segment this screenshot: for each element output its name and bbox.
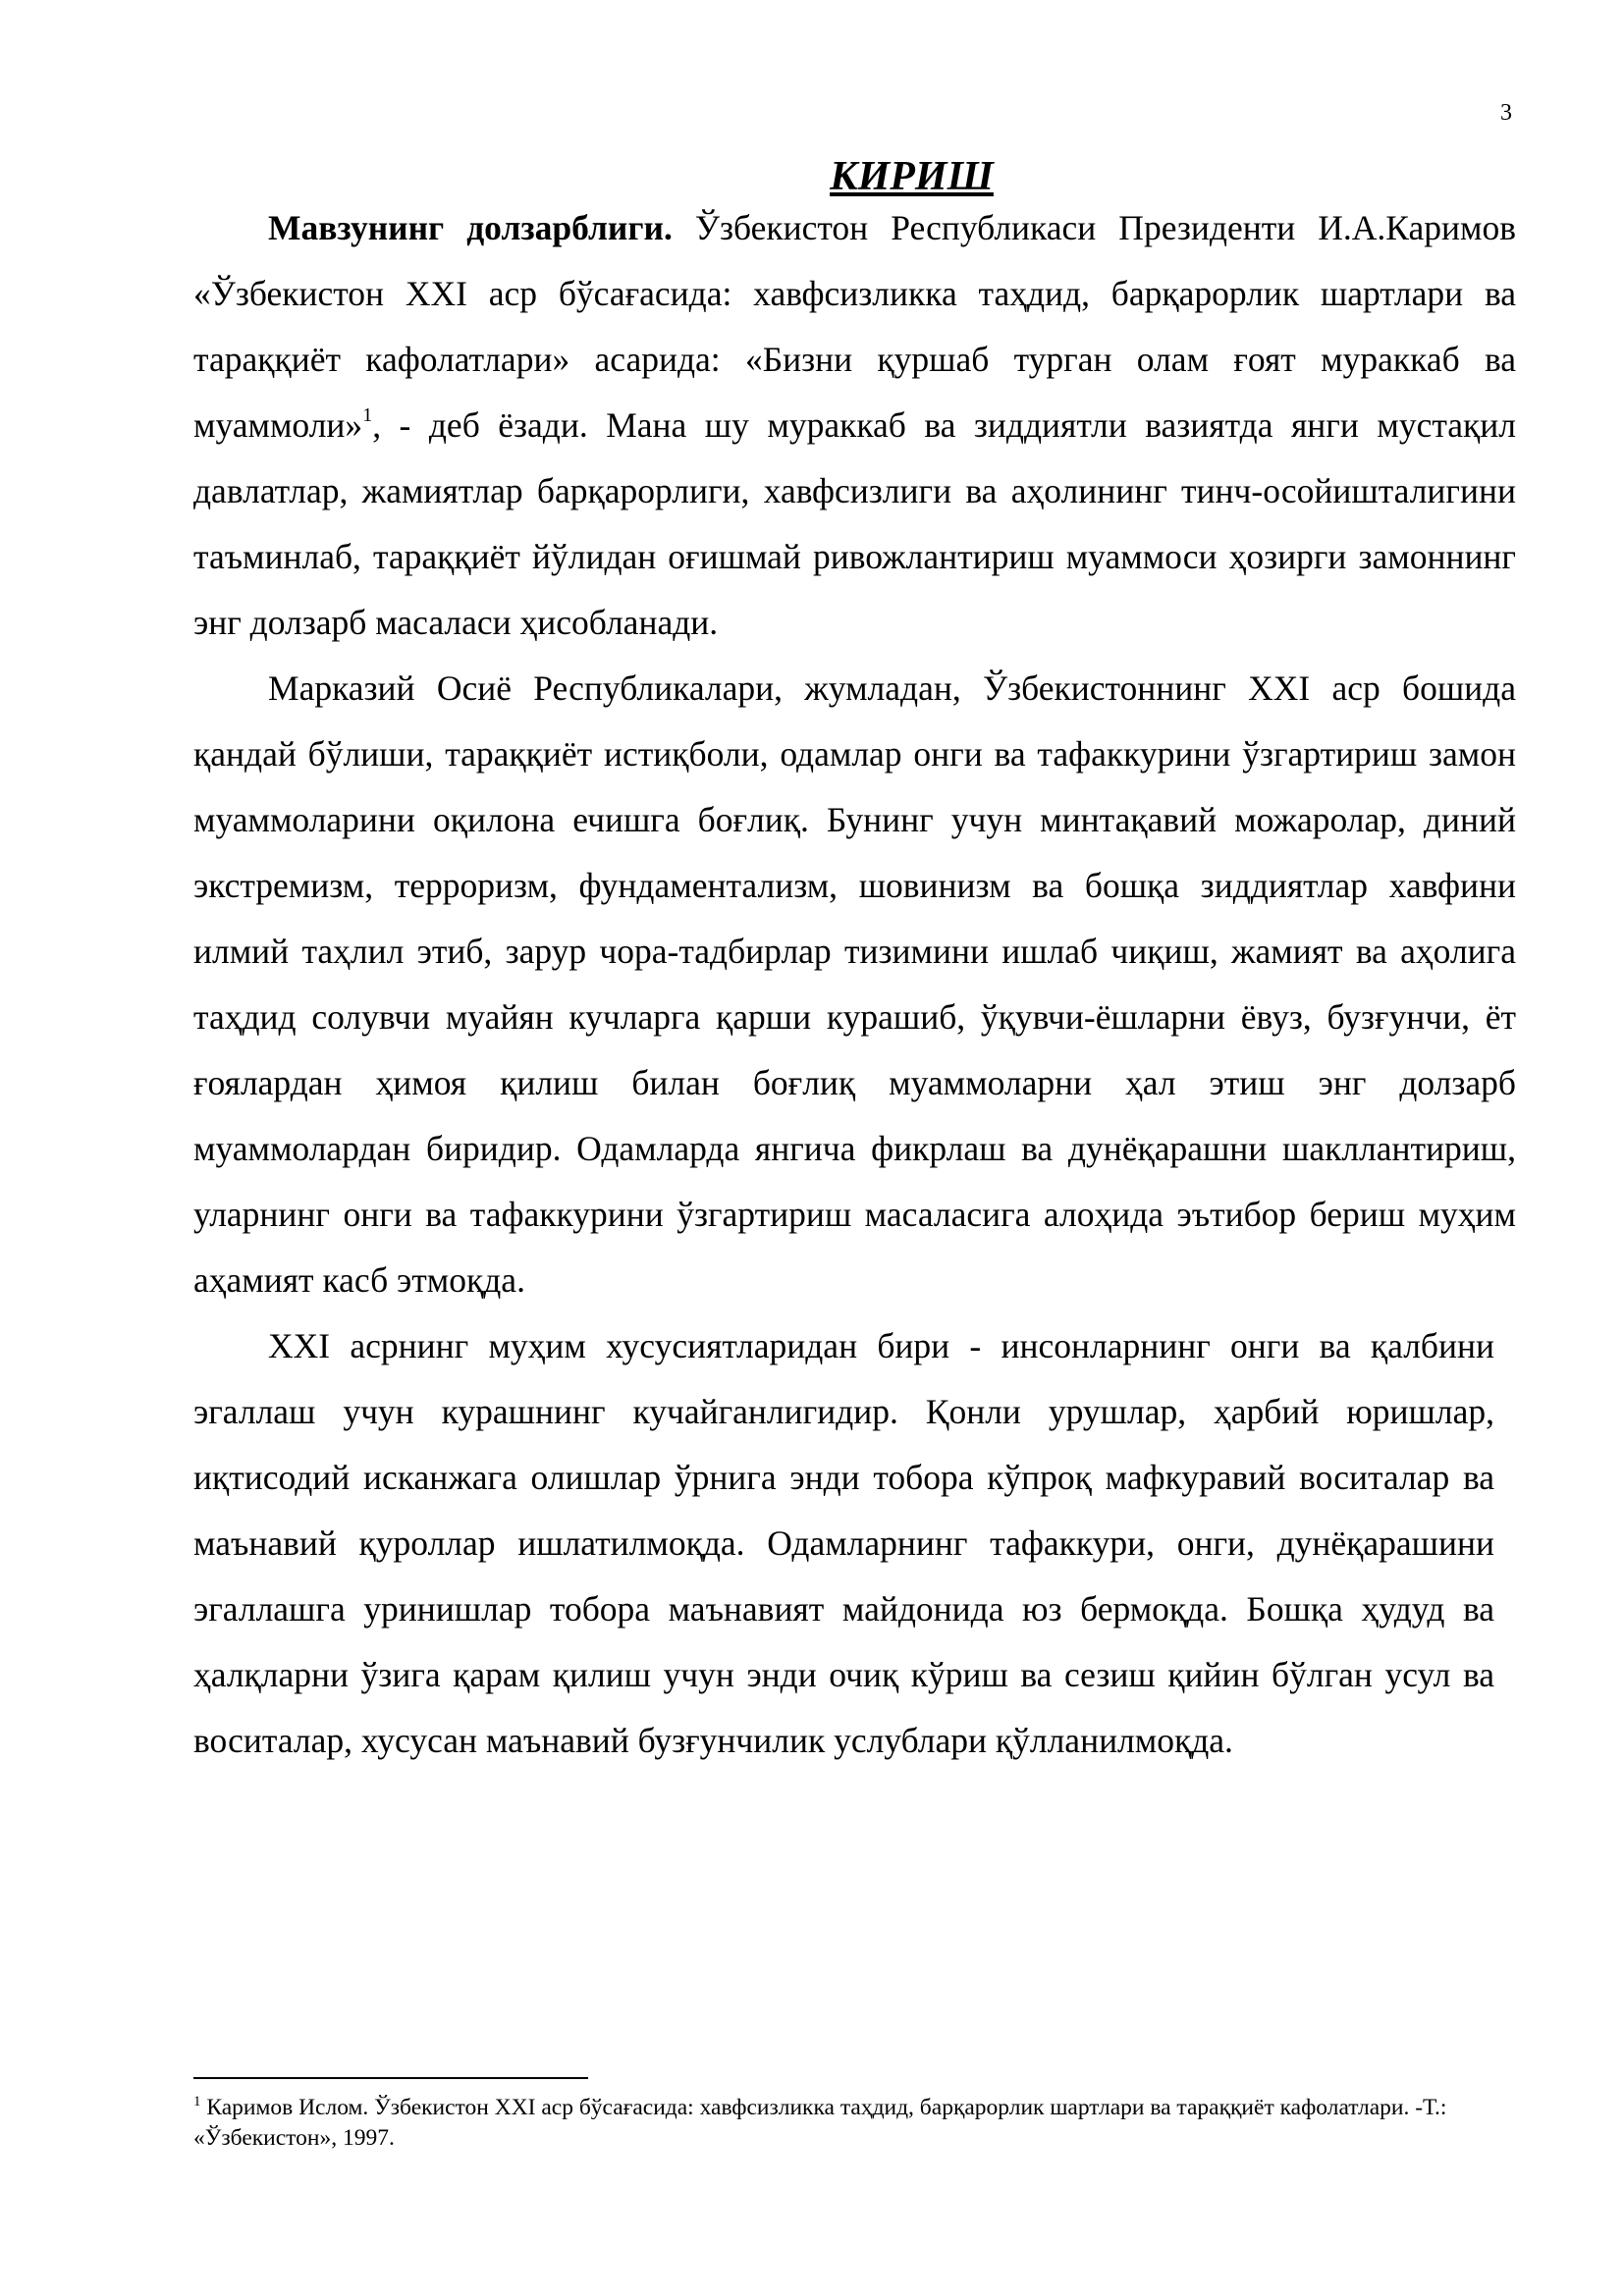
footnote xyxy=(193,2093,1516,2154)
paragraph-text: Ўзбекистон Республикаси Президенти И.А.Каримов «Ўзбекистон XXI аср бўсағасида: хавфсизликка таҳдид, барқарорлик шартлари ва тараққиёт кафолатлари» асарида: «Бизни қуршаб турган олам ғоят мураккаб ва муаммоли» xyxy=(193,208,1516,445)
paragraph-relevance xyxy=(193,195,1516,656)
paragraph-text: , - деб ёзади. Мана шу мураккаб ва зиддиятли вазиятда янги мустақил давлатлар, жамиятлар барқарорлиги, хавфсизлиги ва аҳолининг тинч-осойишталигини таъминлаб, тараққиёт йўлидан оғишмай ривожлантириш муаммоси ҳозирги замоннинг энг долзарб масаласи ҳисобланади. xyxy=(193,405,1516,642)
footnote-number: 1 xyxy=(193,2094,201,2109)
section-title: КИРИШ xyxy=(830,154,994,199)
paragraph-21st-century: XXI асрнинг муҳим хусусиятларидан бири - инсонларнинг онги ва қалбини эгаллаш учун курашнинг кучайганлигидир. Қонли урушлар, ҳарбий юришлар, иқтисодий исканжага олишлар ўрнига энди тобора кўпроқ мафкуравий воситалар ва маънавий қуроллар ишлатилмоқда. Одамларнинг тафаккури, онги, дунёқарашини эгаллашга уринишлар тобора маънавият майдонида юз бермоқда. Бошқа ҳудуд ва ҳалқларни ўзига қарам қилиш учун энди очиқ кўриш ва сезиш қийин бўлган усул ва воситалар, хусусан маънавий бузғунчилик услублари қўлланилмоқда. xyxy=(193,1326,1494,1760)
page-number: 3 xyxy=(1500,100,1512,126)
paragraph-lead: Мавзунинг долзарблиги. xyxy=(268,208,673,247)
section-title-container xyxy=(193,153,1516,200)
footnote-reference[interactable]: 1 xyxy=(362,404,373,426)
footnote-text: Каримов Ислом. Ўзбекистон XXI аср бўсағасида: хавфсизликка таҳдид, барқарорлик шартлари ва тараққиёт кафолатлари. -Т.: «Ўзбекистон», 1997. xyxy=(193,2095,1447,2151)
paragraph-central-asia: Марказий Осиё Республикалари, жумладан, Ўзбекистоннинг XXI аср бошида қандай бўлиши, тараққиёт истиқболи, одамлар онги ва тафаккурини ўзгартириш замон муаммоларини оқилона ечишга боғлиқ. Бунинг учун минтақавий можаролар, диний экстремизм, терроризм, фундаментализм, шовинизм ва бошқа зиддиятлар хавфини илмий таҳлил этиб, зарур чора-тадбирлар тизимини ишлаб чиқиш, жамият ва аҳолига таҳдид солувчи муайян кучларга қарши курашиб, ўқувчи-ёшларни ёвуз, бузғунчи, ёт ғоялардан ҳимоя қилиш билан боғлиқ муаммоларни ҳал этиш энг долзарб муаммолардан биридир. Одамларда янгича фикрлаш ва дунёқарашни шакллантириш, уларнинг онги ва тафаккурини ўзгартириш масаласига алоҳида эътибор бериш муҳим аҳамият касб этмоқда. xyxy=(193,668,1516,1300)
body-text xyxy=(193,195,1516,1774)
footnote-separator xyxy=(193,2077,588,2079)
